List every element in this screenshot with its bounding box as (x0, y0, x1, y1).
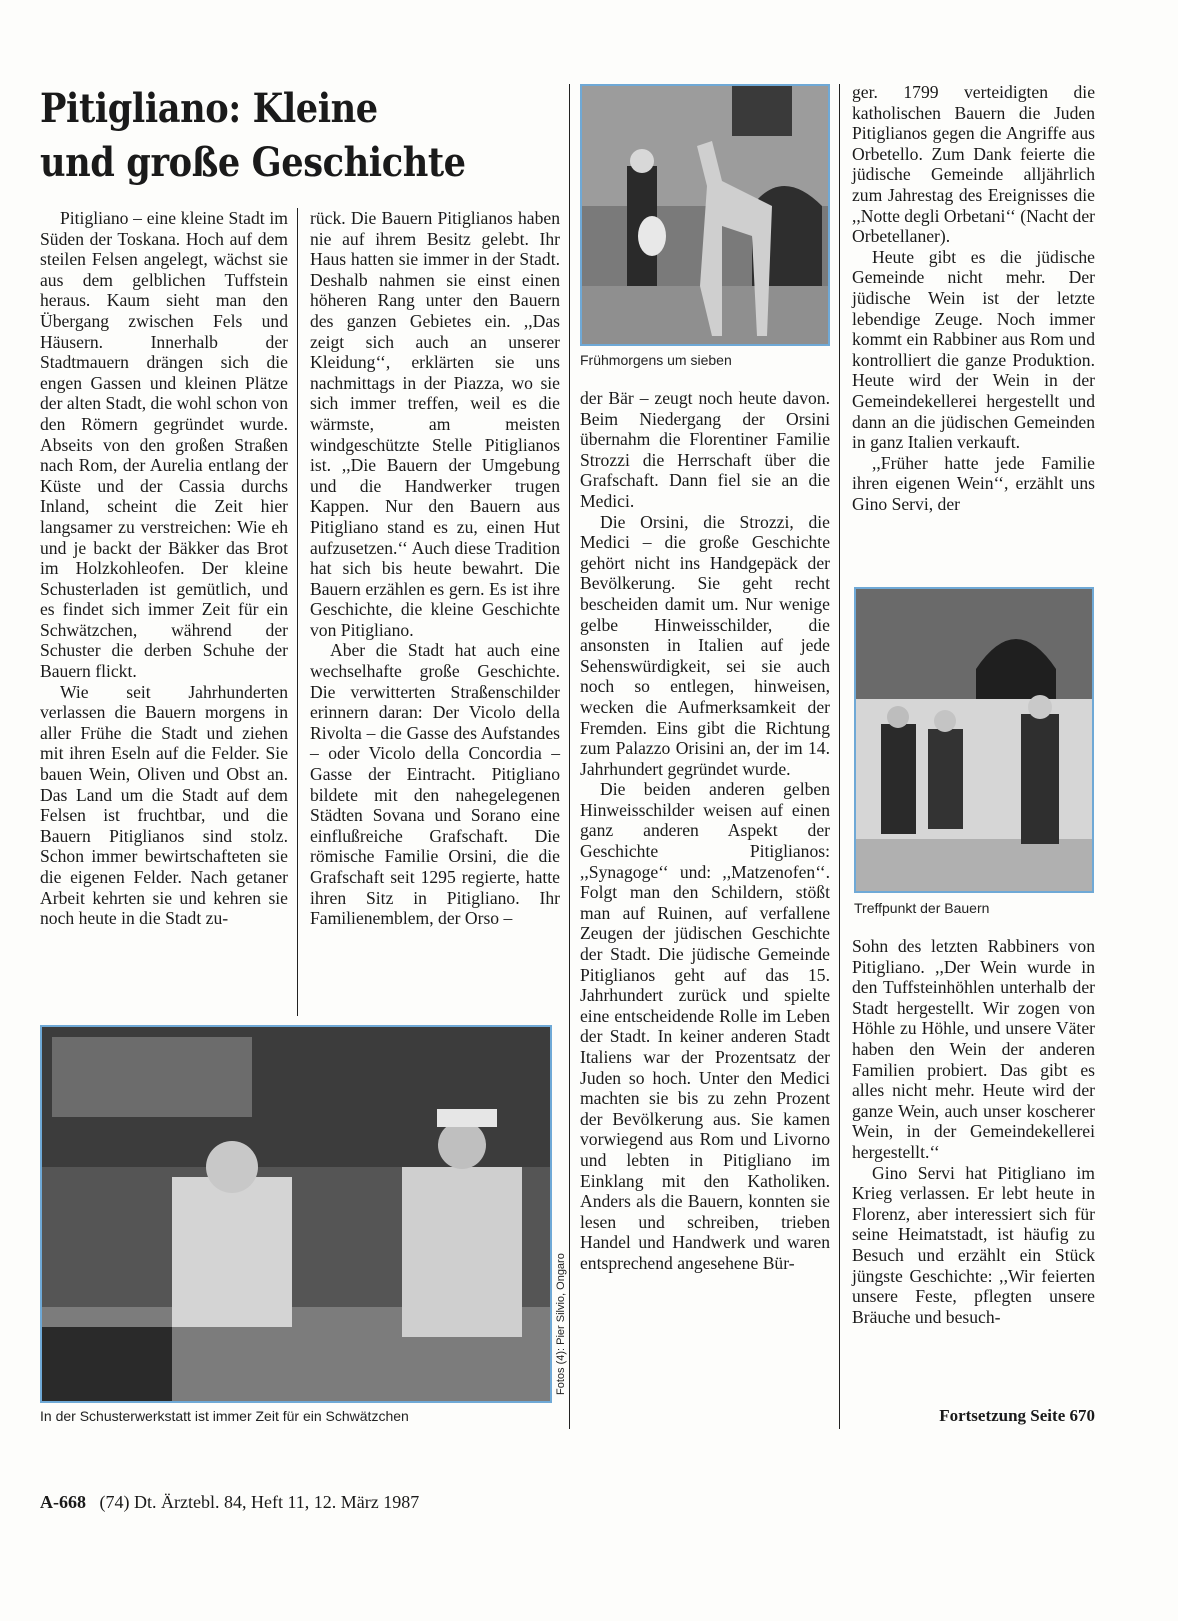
caption-donkey: Frühmorgens um sieben (580, 352, 732, 368)
paragraph: Wie seit Jahrhunderten verlassen die Bauern morgens in aller Frühe die Stadt und ziehen mit ihren Eseln auf die Felder. Sie bauen Wein, Oliven und Obst an. Das Land um die Stadt auf dem Felsen ist fruchtbar, und die Bauern Pitiglianos sind stolz. Schon immer bewirtschafteten sie die eigenen Felder. Nach getaner Arbeit kehrten sie und kehren sie noch heute in die Stadt zu- (40, 681, 288, 929)
headline-line-2: und große Geschichte (40, 139, 466, 186)
caption-shoemaker: In der Schusterwerkstatt ist immer Zeit für ein Schwätzchen (40, 1408, 409, 1424)
photo-shoemaker (40, 1025, 552, 1403)
paragraph: Die Orsini, die Strozzi, die Medici – die große Geschichte gehört nicht ins Handgepäck der Bevölkerung. Sie geht recht bescheiden damit um. Nur wenige gelbe Hinweisschilder, die ansonsten in Italien auf jede Sehenswürdigkeit, sei sie auch noch so entlegen, hinweisen, wecken die Aufmerksamkeit der Fremden. Eins gibt die Richtung zum Palazzo Orisini an, der im 14. Jahrhundert gegründet wurde. (580, 511, 830, 779)
paragraph: Gino Servi hat Pitigliano im Krieg verlassen. Er lebt heute in Florenz, aber interessiert sich für seine Heimatstadt, ist häufig zu Besuch und erzählt ein Stück jüngste Geschichte: ,,Wir feierten unsere Feste, pflegten unsere Bräuche und besuch- (852, 1162, 1095, 1327)
paragraph: Heute gibt es die jüdische Gemeinde nicht mehr. Der jüdische Wein ist der letzte lebendige Zeuge. Noch immer kommt ein Rabbiner aus Rom und kontrolliert die ganze Produktion. Heute wird der Wein in der Gemeindekellerei hergestellt und dann an die jüdischen Gemeinden in ganz Italien verkauft. (852, 246, 1095, 453)
column-1 (40, 208, 288, 929)
column-2 (310, 208, 560, 929)
page-footer (40, 1492, 419, 1513)
paragraph: Die beiden anderen gelben Hinweisschilder weisen auf einen ganz anderen Aspekt der Geschichte Pitiglianos: ,,Synagoge‘‘ und: ,,Matzenofen‘‘. Folgt man den Schildern, stößt man auf Ruinen, auf verfallene Zeugen der jüdischen Geschichte der Stadt. Die jüdische Gemeinde Pitiglianos geht auf das 15. Jahrhundert zurück und spielte eine entscheidende Rolle im Leben der Stadt. In keiner anderen Stadt Italiens war der Prozentsatz der Juden so hoch. Unter den Medici machten sie bis zu zehn Prozent der Bevölkerung aus. Sie kamen vorwiegend aus Rom und Livorno und lebten in Pitigliano im Einklang mit den Katholiken. Anders als die Bauern, konnten sie lesen und schreiben, trieben Handel und Handwerk und waren entsprechend angesehene Bür- (580, 779, 830, 1273)
column-4-bottom (852, 936, 1095, 1327)
photo-farmers (854, 587, 1094, 893)
paragraph: ,,Früher hatte jede Familie ihren eigenen Wein‘‘, erzählt uns Gino Servi, der (852, 452, 1095, 514)
column-rule (297, 208, 298, 1016)
caption-farmers: Treffpunkt der Bauern (854, 900, 990, 916)
journal-reference: (74) Dt. Ärztebl. 84, Heft 11, 12. März 1987 (99, 1492, 420, 1512)
paragraph: Pitigliano – eine kleine Stadt im Süden der Toskana. Hoch auf dem steilen Felsen angelegt, wächst sie aus dem gelblichen Tuffstein heraus. Kaum sieht man den Übergang zwischen Fels und Häusern. Innerhalb der Stadtmauern drängen sich die engen Gassen und kleinen Plätze der alten Stadt, die wohl schon von den Römern gegründet wurde. Abseits von den großen Straßen nach Rom, der Aurelia entlang der Küste und der Cassia durchs Inland, scheint die Zeit hier langsamer zu verstreichen: Wie eh und je backt der Bäkker das Brot im Holzkohleofen. Der kleine Schusterladen ist gemütlich, und es findet sich immer Zeit für ein Schwätzchen, während der Schuster die derben Schuhe der Bauern flickt. (40, 208, 288, 682)
photo-credit: Fotos (4): Pier Silvio, Ongaro (555, 1253, 567, 1395)
continuation-note: Fortsetzung Seite 670 (939, 1406, 1095, 1425)
paragraph: rück. Die Bauern Pitiglianos haben nie auf ihrem Besitz gelebt. Ihr Haus hatten sie immer in der Stadt. Deshalb nahmen sie einst einen höheren Rang unter den Bauern des ganzen Gebietes ein. ,,Das zeigt sich auch an unserer Kleidung‘‘, erklärten sie uns nachmittags in der Piazza, wo sie sich immer treffen, weil es die wärmste, am meisten windgeschützte Stelle Pitiglianos ist. ,,Die Bauern der Umgebung und die Handwerker trugen Kappen. Nur den Bauern aus Pitigliano stand es zu, einen Hut aufzusetzen.‘‘ Auch diese Tradition hat sich bis heute bewahrt. Die Bauern erzählen es gern. Es ist ihre Geschichte, die kleine Geschichte von Pitigliano. (310, 208, 560, 640)
paragraph: Sohn des letzten Rabbiners von Pitigliano. ,,Der Wein wurde in den Tuffsteinhöhlen unterhalb der Stadt hergestellt. Wir zogen von Höhle zu Höhle, und unsere Väter haben den Wein der anderen Familien probiert. Das gibt es alles nicht mehr. Heute wird der ganze Wein, auch unser koscherer Wein, in der Gemeindekellerei hergestellt.‘‘ (852, 936, 1095, 1162)
shoemaker-illustration (42, 1027, 550, 1401)
page-number: A-668 (40, 1492, 86, 1512)
paragraph: ger. 1799 verteidigten die katholischen Bauern die Juden Pitiglianos gegen die Angriffe aus Orbetello. Zum Dank feierte die jüdische Gemeinde alljährlich zum Jahrestag des Ereignisses die ,,Notte degli Orbetani‘‘ (Nacht der Orbetellaner). (852, 82, 1095, 247)
paragraph: der Bär – zeugt noch heute davon. Beim Niedergang der Orsini übernahm die Florentiner Familie Strozzi die Herrschaft über die Grafschaft. Dann fiel sie an die Medici. (580, 388, 830, 511)
photo-donkey (580, 84, 830, 346)
headline (40, 82, 498, 190)
column-3 (580, 388, 830, 1274)
headline-line-1: Pitigliano: Kleine (40, 85, 378, 132)
paragraph: Aber die Stadt hat auch eine wechselhafte große Geschichte. Die verwitterten Straßenschilder erinnern daran: Der Vicolo della Rivolta – die Gasse des Aufstandes – oder Vicolo della Concordia – Gasse der Eintracht. Pitigliano bildete mit den nahegelegenen Städten Sovana und Sorano eine einflußreiche Grafschaft. Die römische Familie Orsini, die die Grafschaft seit 1295 regierte, hatte ihren Sitz in Pitigliano. Ihr Familienemblem, der Orso – (310, 640, 560, 929)
column-rule (839, 84, 840, 1429)
column-rule (569, 84, 570, 1429)
farmers-illustration (856, 589, 1092, 891)
column-4-top (852, 82, 1095, 514)
donkey-illustration (582, 86, 828, 344)
